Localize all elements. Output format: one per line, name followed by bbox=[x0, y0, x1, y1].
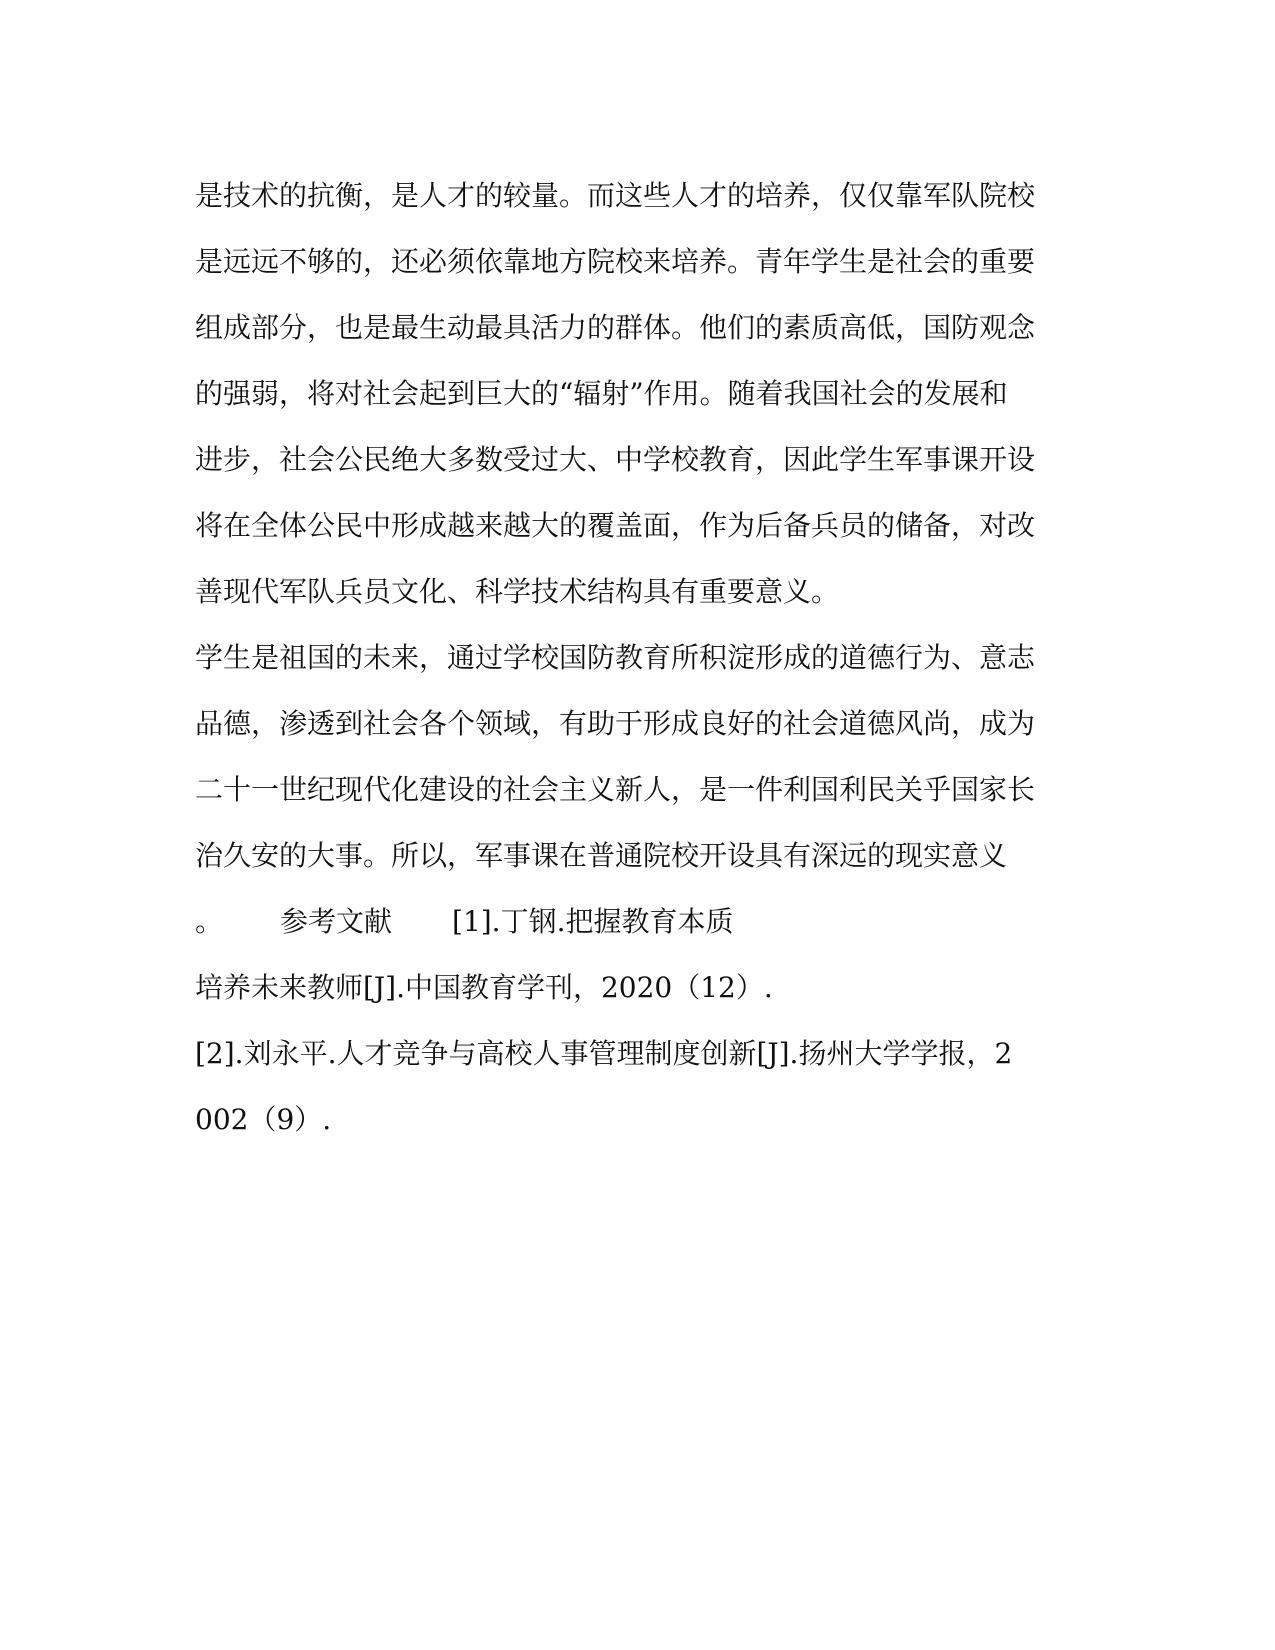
text-line: 治久安的大事。所以，军事课在普通院校开设具有深远的现实意义 bbox=[195, 839, 1008, 872]
references-heading-line bbox=[195, 889, 1075, 955]
paragraph-students-future bbox=[195, 625, 1075, 889]
text-line: 进步，社会公民绝大多数受过大、中学校教育，因此学生军事课开设 bbox=[195, 443, 1036, 476]
reference-2-line-2: 002（9）. bbox=[195, 1103, 332, 1136]
references-section bbox=[195, 889, 1075, 1153]
closing-period: 。 bbox=[195, 905, 224, 938]
text-line: 组成部分，也是最生动最具活力的群体。他们的素质高低，国防观念 bbox=[195, 311, 1036, 344]
references-heading-group bbox=[195, 889, 733, 955]
reference-1-continued: 培养未来教师[J].中国教育学刊，2020（12）. bbox=[195, 971, 773, 1004]
text-line: 品德，渗透到社会各个领域，有助于形成良好的社会道德风尚，成为 bbox=[195, 707, 1036, 740]
text-line: 是技术的抗衡，是人才的较量。而这些人才的培养，仅仅靠军队院校 bbox=[195, 179, 1036, 212]
paragraph-national-defense-talent bbox=[195, 163, 1075, 625]
references-title: 参考文献 bbox=[280, 905, 393, 938]
reference-1-start: [1].丁钢.把握教育本质 bbox=[452, 905, 734, 938]
text-line: 二十一世纪现代化建设的社会主义新人，是一件利国利民关乎国家长 bbox=[195, 773, 1036, 806]
text-line: 善现代军队兵员文化、科学技术结构具有重要意义。 bbox=[195, 575, 840, 608]
text-line: 学生是祖国的未来，通过学校国防教育所积淀形成的道德行为、意志 bbox=[195, 641, 1036, 674]
text-line: 是远远不够的，还必须依靠地方院校来培养。青年学生是社会的重要 bbox=[195, 245, 1036, 278]
reference-2-line-1: [2].刘永平.人才竞争与高校人事管理制度创新[J].扬州大学学报，2 bbox=[195, 1037, 1013, 1070]
document-body bbox=[195, 163, 1075, 1153]
text-line: 将在全体公民中形成越来越大的覆盖面，作为后备兵员的储备，对改 bbox=[195, 509, 1036, 542]
text-line: 的强弱，将对社会起到巨大的“辐射”作用。随着我国社会的发展和 bbox=[195, 377, 1008, 410]
